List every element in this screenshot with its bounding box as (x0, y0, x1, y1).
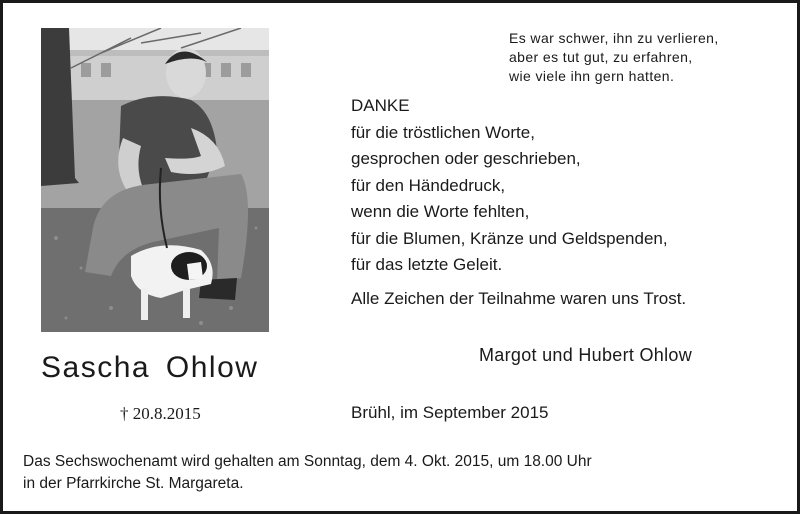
thanks-text (351, 93, 668, 279)
mass-info (23, 451, 592, 495)
mass-info-line: Das Sechswochenamt wird gehalten am Sonntag, dem 4. Okt. 2015, um 18.00 Uhr (23, 453, 592, 470)
signers: Margot und Hubert Ohlow (479, 345, 693, 365)
deceased-name: Sascha Ohlow (41, 351, 259, 384)
thanks-line: für die Blumen, Kränze und Geldspenden, (351, 228, 668, 248)
thanks-line: wenn die Worte fehlten, (351, 202, 530, 221)
motto-line: aber es tut gut, zu erfahren, (509, 49, 693, 65)
portrait-photo-icon (41, 28, 269, 332)
death-date: † 20.8.2015 (120, 404, 201, 423)
thanks-line: für das letzte Geleit. (351, 255, 503, 274)
motto-line: Es war schwer, ihn zu verlieren, (509, 30, 719, 46)
place-date: Brühl, im September 2015 (351, 403, 549, 422)
mass-info-line: in der Pfarrkirche St. Margareta. (23, 475, 244, 492)
thanks-closing: Alle Zeichen der Teilnahme waren uns Trost. (351, 289, 687, 308)
portrait-photo (41, 28, 269, 332)
thanks-heading: DANKE (351, 96, 410, 115)
thanks-line: für den Händedruck, (351, 175, 506, 195)
motto-line: wie viele ihn gern hatten. (509, 68, 675, 84)
thanks-line: für die tröstlichen Worte, (351, 122, 535, 142)
motto (509, 29, 719, 86)
thanks-line: gesprochen oder geschrieben, (351, 149, 581, 168)
